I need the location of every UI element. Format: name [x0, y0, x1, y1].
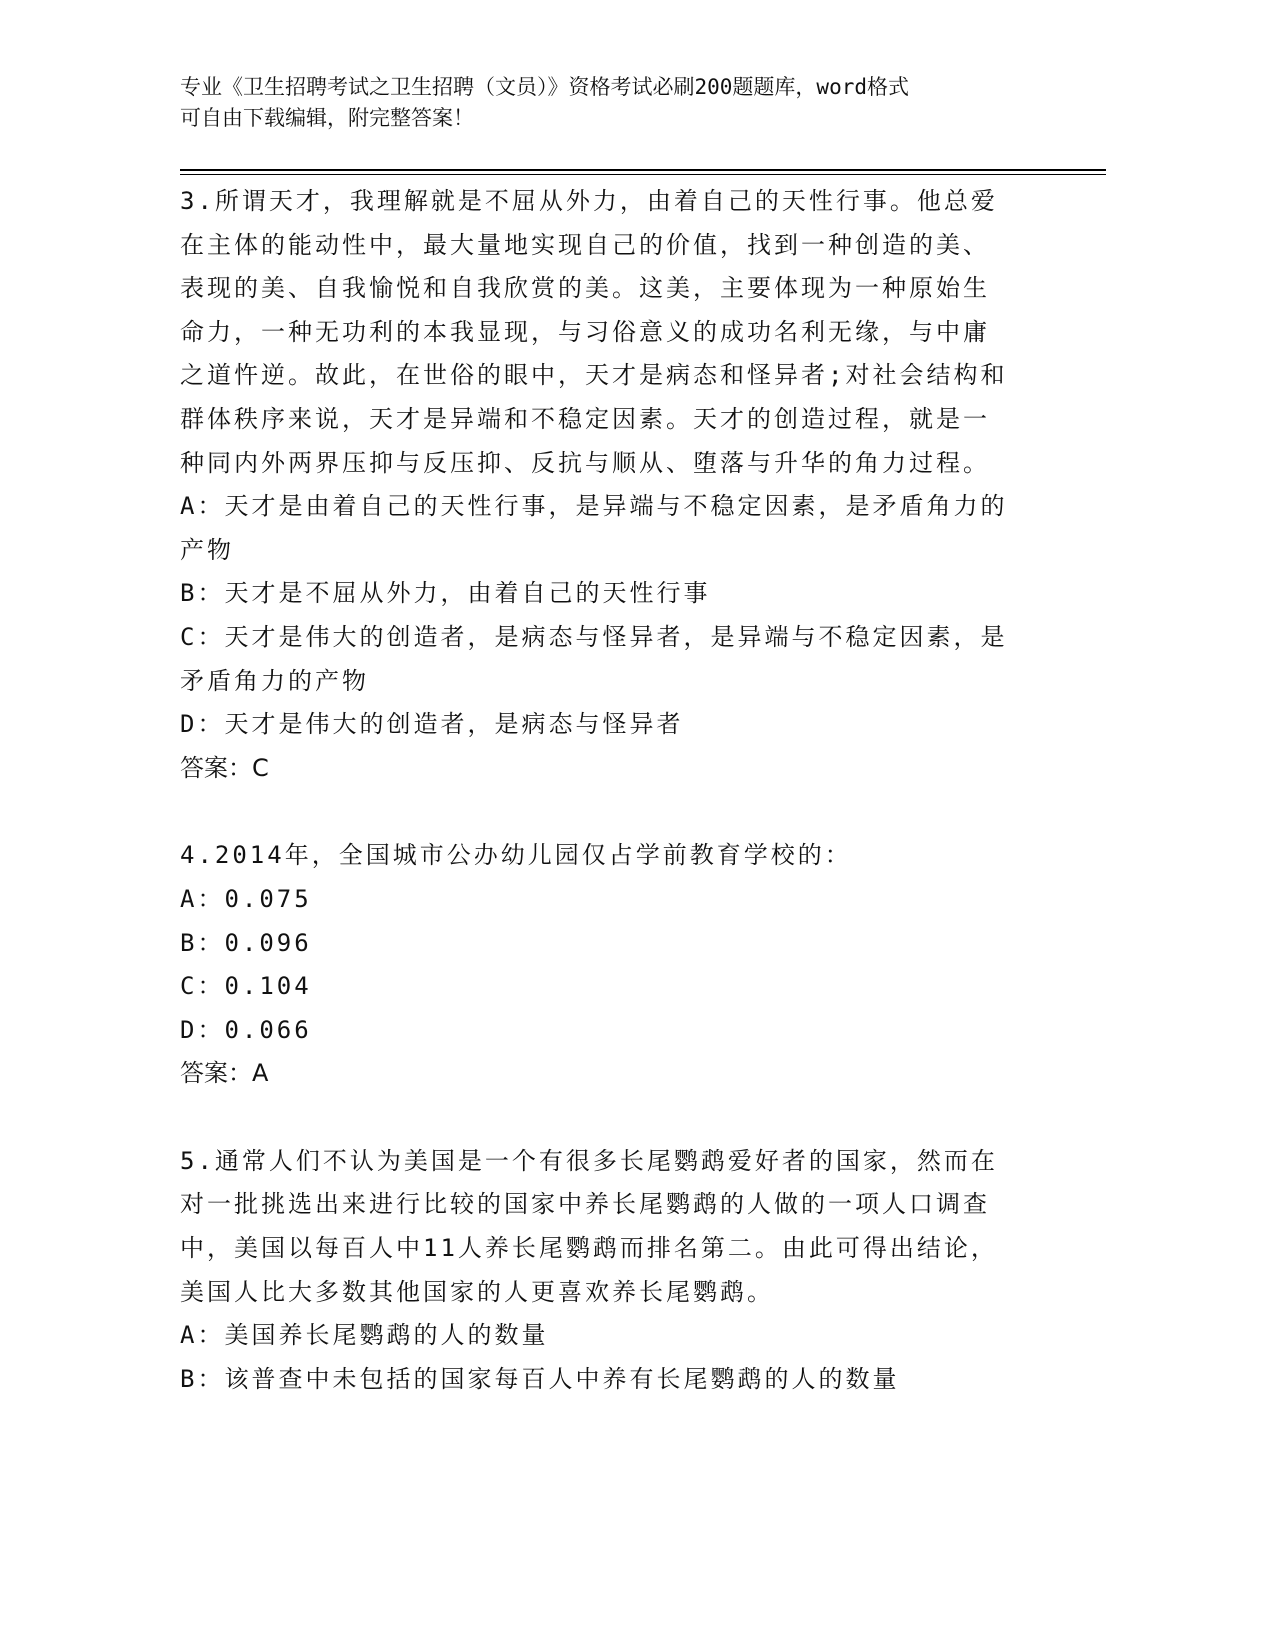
option-line: 矛盾角力的产物 [180, 666, 369, 695]
option-line: C：0.104 [180, 972, 312, 1001]
question-stem-line: 4.2014年，全国城市公办幼儿园仅占学前教育学校的： [180, 841, 852, 870]
option-line: A：天才是由着自己的天性行事，是异端与不稳定因素，是矛盾角力的 [180, 492, 1008, 521]
question-stem-line: 种同内外两界压抑与反压抑、反抗与顺从、堕落与升华的角力过程。 [180, 448, 990, 477]
option-line: B：天才是不屈从外力，由着自己的天性行事 [180, 579, 711, 608]
question [180, 1140, 1007, 1402]
header-line: 专业《卫生招聘考试之卫生招聘（文员）》资格考试必刷200题题库，word格式 [180, 75, 909, 99]
option-line: B：该普查中未包括的国家每百人中养有长尾鹦鹉的人的数量 [180, 1364, 900, 1393]
option-line: 产物 [180, 535, 234, 564]
header-rule-thin [180, 174, 1106, 175]
question-stem-line: 5.通常人们不认为美国是一个有很多长尾鹦鹉爱好者的国家，然而在 [180, 1146, 998, 1175]
question-stem-line: 3.所谓天才，我理解就是不屈从外力，由着自己的天性行事。他总爱 [180, 187, 998, 215]
question [180, 834, 1007, 1096]
question-list [180, 180, 1007, 1401]
option-line: A：0.075 [180, 884, 312, 913]
question-stem-line: 表现的美、自我愉悦和自我欣赏的美。这美，主要体现为一种原始生 [180, 274, 990, 303]
question-stem-line: 对一批挑选出来进行比较的国家中养长尾鹦鹉的人做的一项人口调查 [180, 1190, 990, 1219]
header-rule [180, 169, 1106, 171]
option-line: B：0.096 [180, 928, 312, 957]
question-stem-line: 中，美国以每百人中11人养长尾鹦鹉而排名第二。由此可得出结论， [180, 1234, 998, 1263]
question-stem-line: 命力，一种无功利的本我显现，与习俗意义的成功名利无缘，与中庸 [180, 317, 990, 346]
question [180, 180, 1007, 790]
answer: 答案：C [180, 753, 269, 782]
document-header [180, 72, 909, 134]
question-stem-line: 在主体的能动性中，最大量地实现自己的价值，找到一种创造的美、 [180, 230, 990, 259]
question-stem-line: 美国人比大多数其他国家的人更喜欢养长尾鹦鹉。 [180, 1277, 774, 1306]
option-line: D：0.066 [180, 1015, 312, 1044]
option-line: C：天才是伟大的创造者，是病态与怪异者，是异端与不稳定因素，是 [180, 622, 1008, 651]
answer: 答案：A [180, 1059, 269, 1088]
question-stem-line: 之道忤逆。故此，在世俗的眼中，天才是病态和怪异者;对社会结构和 [180, 361, 1008, 390]
header-line: 可自由下载编辑，附完整答案！ [180, 106, 474, 130]
option-line: D：天才是伟大的创造者，是病态与怪异者 [180, 710, 684, 739]
option-line: A：美国养长尾鹦鹉的人的数量 [180, 1321, 549, 1350]
question-stem-line: 群体秩序来说，天才是异端和不稳定因素。天才的创造过程，就是一 [180, 404, 990, 433]
